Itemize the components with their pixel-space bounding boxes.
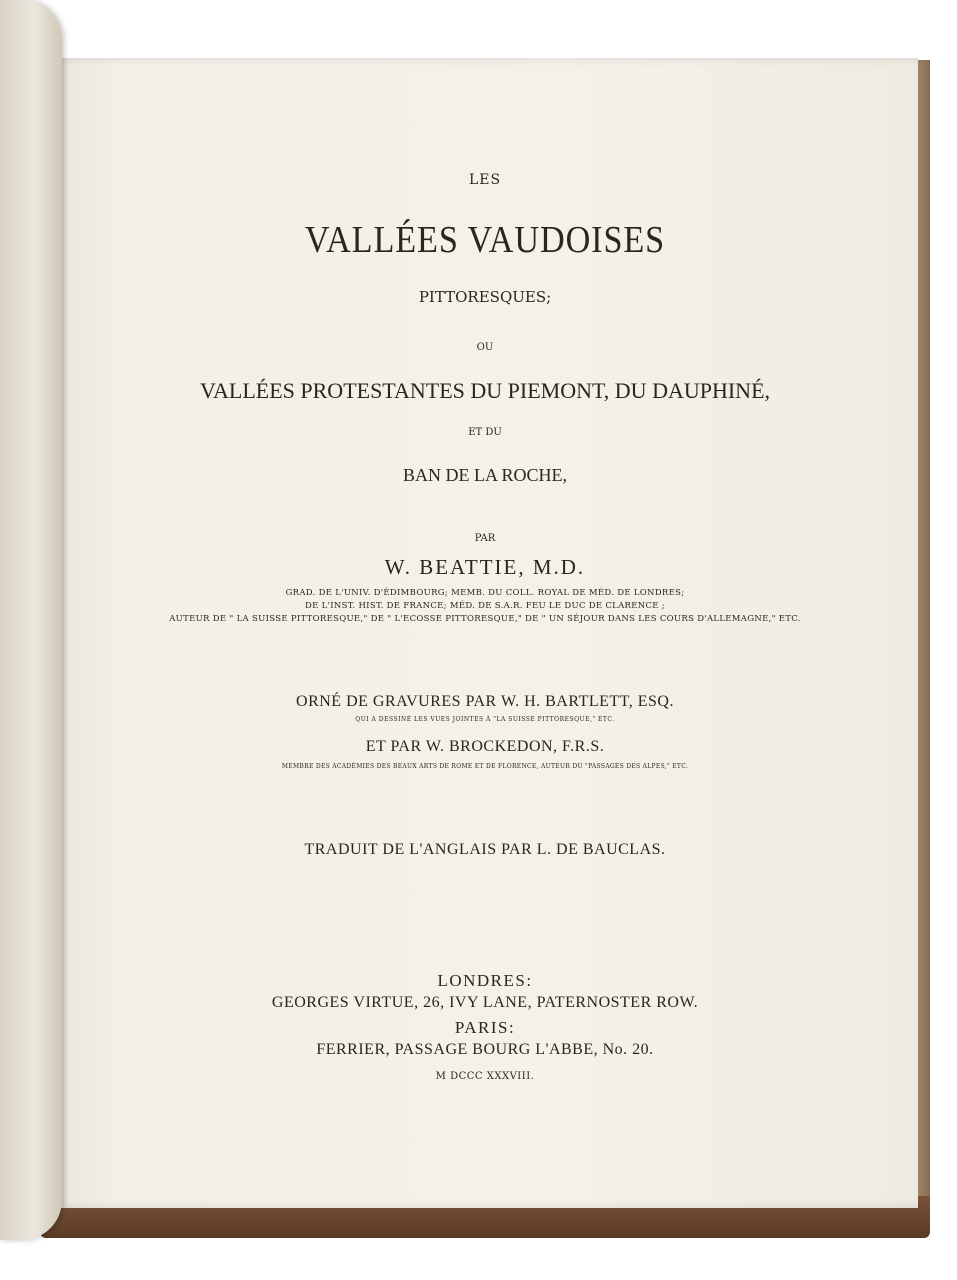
translator-credit: TRADUIT DE L'ANGLAIS PAR L. DE BAUCLAS. [304,841,666,858]
title-qualifier: PITTORESQUES; [418,288,552,306]
engravings-credit: ORNÉ DE GRAVURES PAR W. H. BARTLETT, ESQ. [296,693,674,710]
subtitle-ban: BAN DE LA ROCHE, [402,465,567,485]
by-label: PAR [474,533,496,544]
engravings-credit-note: QUI A DESSINÉ LES VUES JOINTES À "LA SUISSE PITTORESQUE," ETC. [355,716,615,723]
imprint-paris: PARIS: [454,1018,516,1037]
imprint-london-publisher: GEORGES VIRTUE, 26, IVY LANE, PATERNOSTER ROW. [271,994,699,1011]
author-credentials-line-1: GRAD. DE L'UNIV. D'ÉDIMBOURG; MEMB. DU COLL. ROYAL DE MÉD. DE LONDRES; [285,588,685,598]
imprint-paris-publisher: FERRIER, PASSAGE BOURG L'ABBE, No. 20. [316,1041,654,1058]
book-title: VALLÉES VAUDOISES [304,219,666,261]
author-name: W. BEATTIE, M.D. [384,555,586,579]
second-engraver-credit: ET PAR W. BROCKEDON, F.R.S. [365,738,605,755]
author-credentials-line-2: DE L'INST. HIST. DE FRANCE; MÉD. DE S.A.R. FEU LE DUC DE CLARENCE ; [305,601,665,611]
title-conjunction: OU [476,342,494,353]
book-subtitle: VALLÉES PROTESTANTES DU PIEMONT, DU DAUPHINÉ, [199,378,771,403]
title-article: LES [468,172,502,188]
publication-date: M DCCC XXXVIII. [435,1071,535,1082]
imprint-london: LONDRES: [437,971,533,990]
second-engraver-note: MEMBRE DES ACADÉMIES DES BEAUX ARTS DE ROME ET DE FLORENCE, AUTEUR DU "PASSAGES DES ALPES," ETC. [281,763,689,770]
subtitle-conjunction: ET DU [468,427,502,438]
author-credentials-line-3: AUTEUR DE " LA SUISSE PITTORESQUE," DE " L'ECOSSE PITTORESQUE," DE " UN SÉJOUR DANS LES COURS D'ALLEMAGNE," ETC. [169,614,801,624]
